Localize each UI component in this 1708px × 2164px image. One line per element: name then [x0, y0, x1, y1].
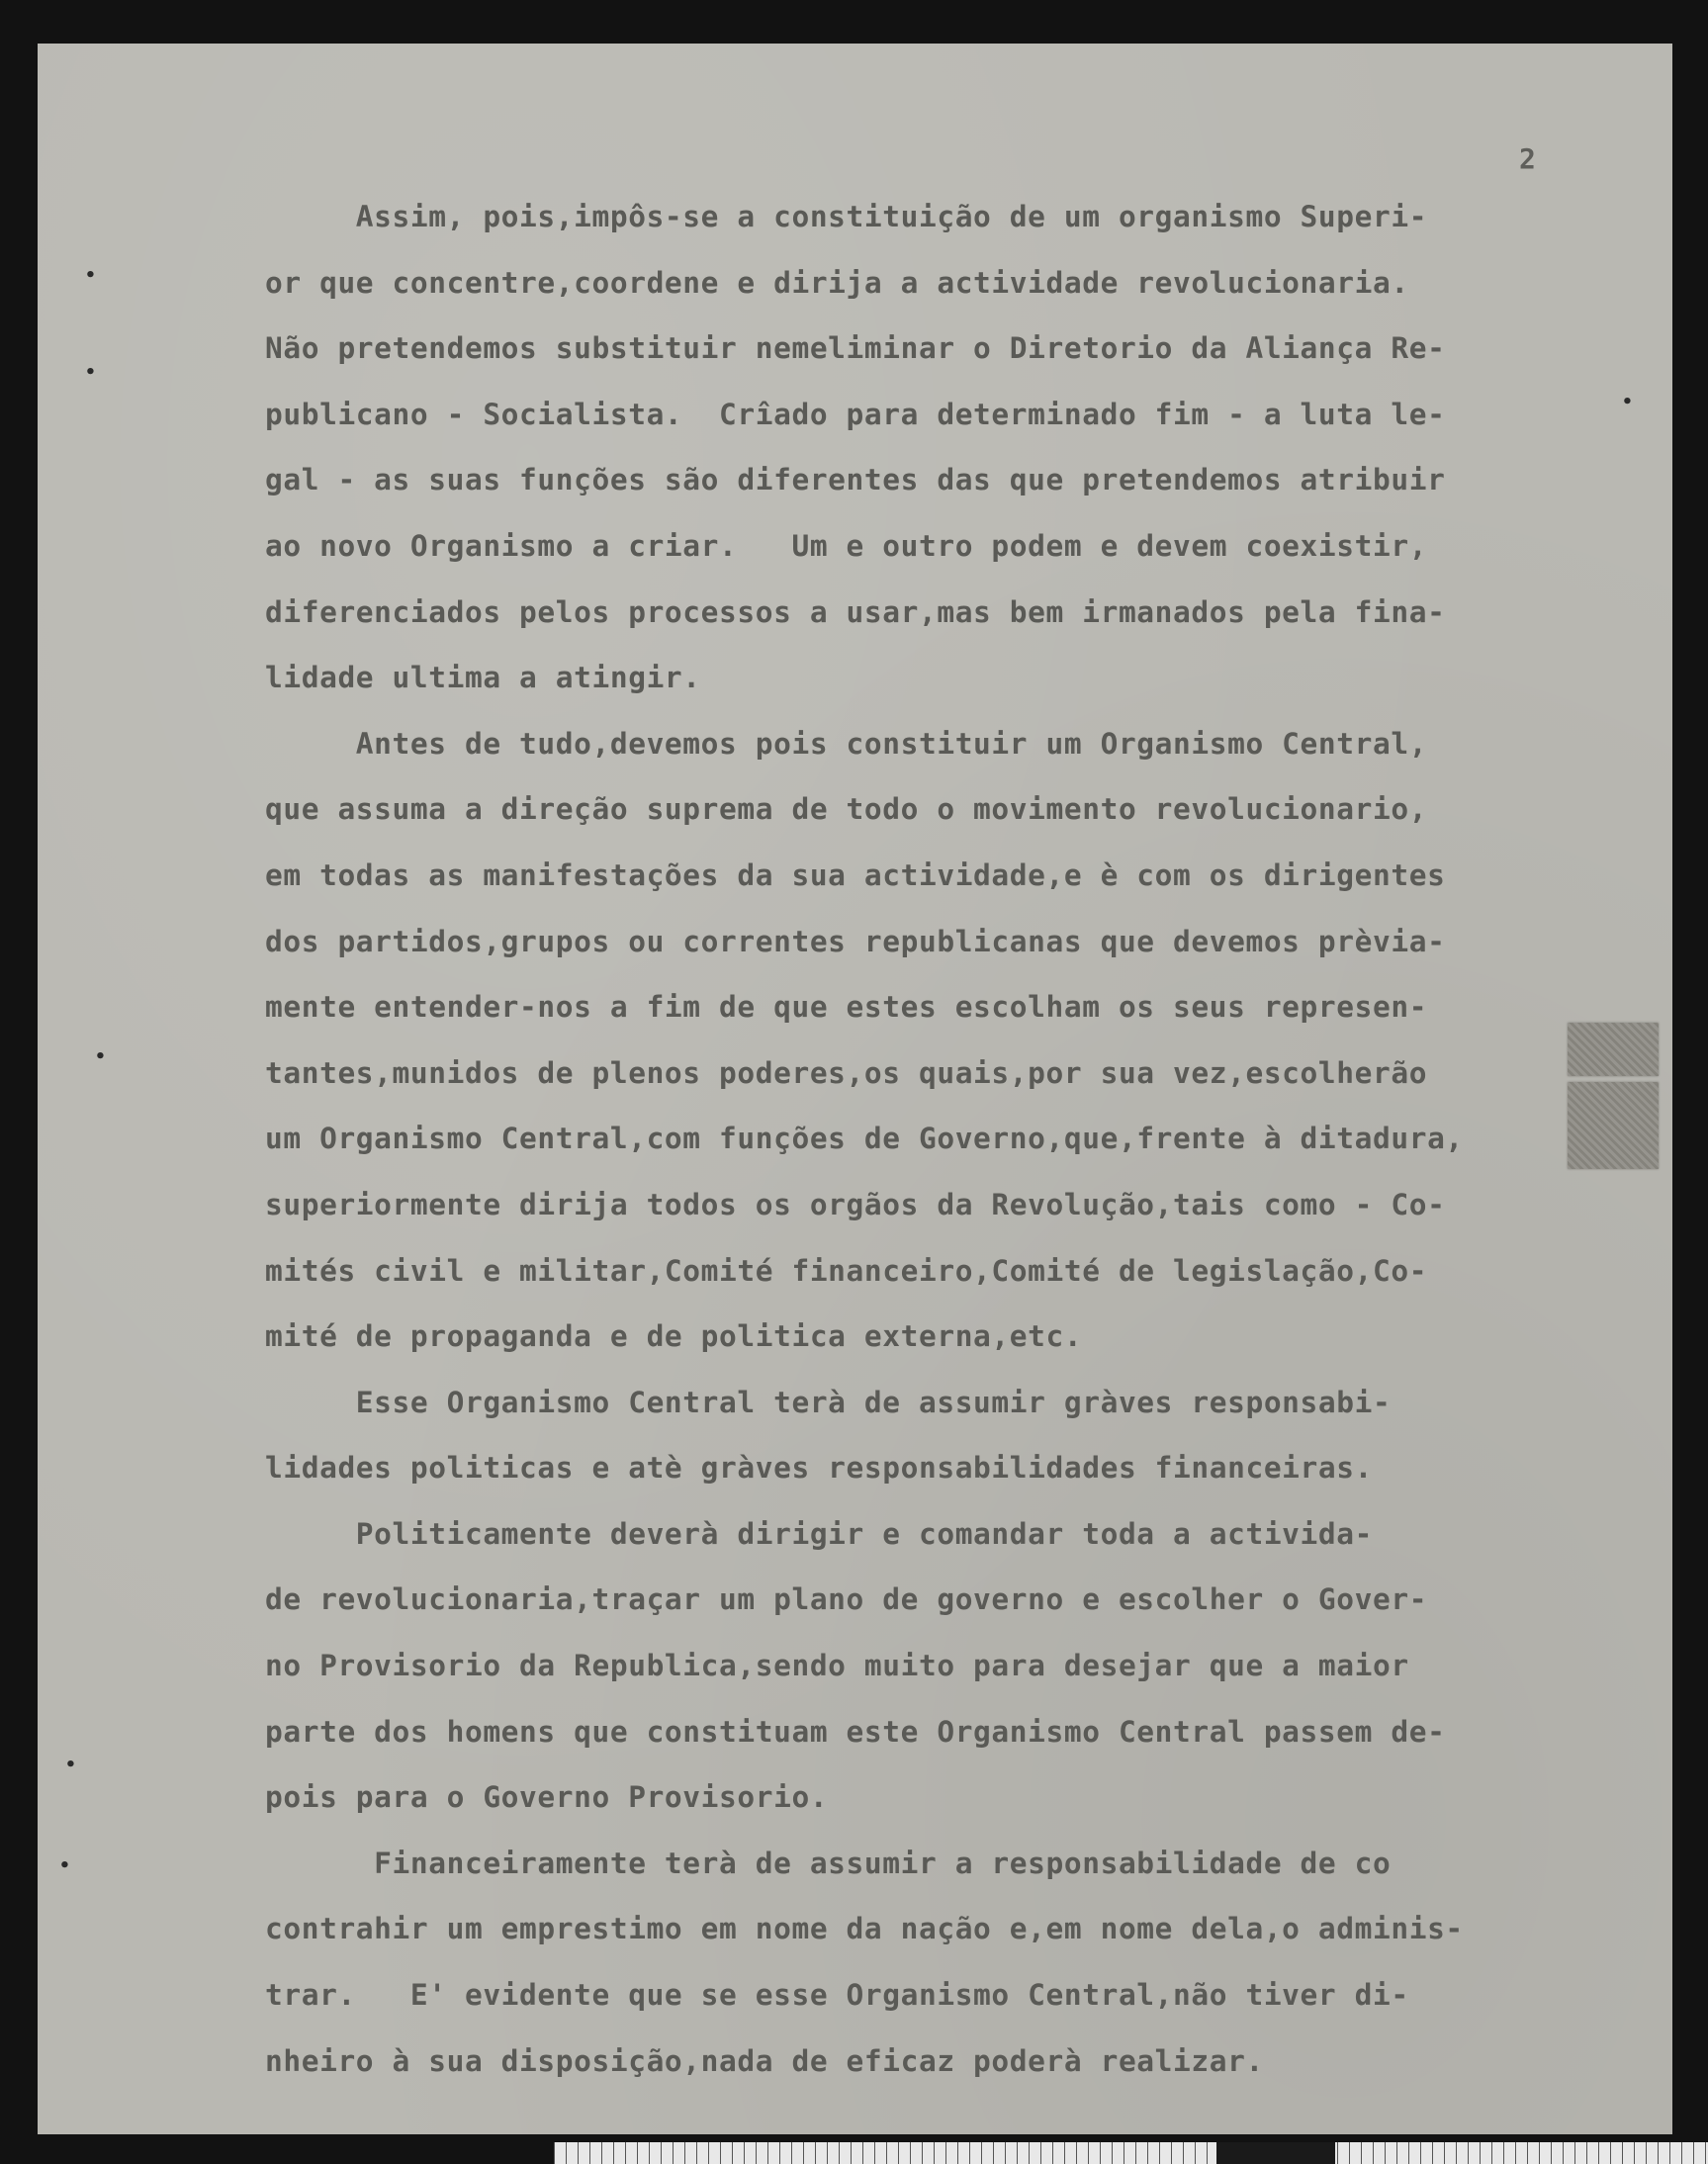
text-line: Politicamente deverà dirigir e comandar toda a activida- — [265, 1516, 1373, 1551]
text-line: gal - as suas funções são diferentes das que pretendemos atribuir — [265, 463, 1446, 497]
tape-strip — [1568, 1023, 1659, 1076]
margin-speck-icon: • — [85, 362, 96, 383]
text-line: parte dos homens que constituam este Organismo Central passem de- — [265, 1714, 1446, 1749]
margin-speck-icon: • — [59, 1855, 70, 1876]
scale-ruler-black-segment — [1216, 2142, 1335, 2164]
text-line: pois para o Governo Provisorio. — [265, 1780, 829, 1815]
text-line: dos partidos,grupos ou correntes republicanas que devemos prèvia- — [265, 924, 1446, 958]
text-line: no Provisorio da Republica,sendo muito para desejar que a maior — [265, 1649, 1409, 1683]
text-line: superiormente dirija todos os orgãos da Revolução,tais como - Co- — [265, 1187, 1446, 1221]
text-line: Financeiramente terà de assumir a responsabilidade de co — [265, 1846, 1392, 1880]
text-line: Assim, pois,impôs-se a constituição de um organismo Superi- — [265, 200, 1428, 233]
text-line: lidade ultima a atingir. — [265, 661, 701, 695]
text-line: nheiro à sua disposição,nada de eficaz poderà realizar. — [265, 2043, 1264, 2078]
text-line: um Organismo Central,com funções de Governo,que,frente à ditadura, — [265, 1122, 1464, 1156]
margin-speck-icon: • — [95, 1046, 106, 1067]
text-line: Esse Organismo Central terà de assumir gràves responsabi- — [265, 1385, 1392, 1419]
text-line: lidades politicas e atè gràves responsabilidades financeiras. — [265, 1451, 1373, 1486]
text-line: tantes,munidos de plenos poderes,os quais,por sua vez,escolherão — [265, 1055, 1428, 1090]
text-line: or que concentre,coordene e dirija a actividade revolucionaria. — [265, 265, 1409, 300]
margin-speck-icon: • — [65, 1755, 76, 1775]
text-line: ao novo Organismo a criar. Um e outro podem e devem coexistir, — [265, 528, 1428, 563]
text-line: de revolucionaria,traçar um plano de governo e escolher o Gover- — [265, 1582, 1428, 1617]
scale-ruler — [554, 2142, 1708, 2164]
text-line: publicano - Socialista. Crîado para determinado fim - a luta le- — [265, 397, 1446, 431]
text-line: mité de propaganda e de politica externa,etc. — [265, 1319, 1083, 1354]
text-line: Não pretendemos substituir nemeliminar o Diretorio da Aliança Re- — [265, 331, 1446, 366]
text-line: diferenciados pelos processos a usar,mas bem irmanados pela fina- — [265, 594, 1446, 629]
text-line: trar. E' evidente que se esse Organismo Central,não tiver di- — [265, 1978, 1409, 2013]
text-line: em todas as manifestações da sua actividade,e è com os dirigentes — [265, 857, 1446, 892]
text-line: contrahir um emprestimo em nome da nação e,em nome dela,o adminis- — [265, 1912, 1464, 1946]
margin-speck-icon: • — [1622, 392, 1633, 412]
text-line: mités civil e militar,Comité financeiro,Comité de legislação,Co- — [265, 1253, 1428, 1288]
tape-strip — [1568, 1082, 1659, 1169]
document-body — [265, 184, 1580, 2094]
text-line: mente entender-nos a fim de que estes escolham os seus represen- — [265, 990, 1428, 1025]
page-number: 2 — [1519, 142, 1536, 175]
text-line: Antes de tudo,devemos pois constituir um Organismo Central, — [265, 726, 1428, 761]
text-line: que assuma a direção suprema de todo o movimento revolucionario, — [265, 792, 1428, 827]
margin-speck-icon: • — [85, 265, 96, 286]
